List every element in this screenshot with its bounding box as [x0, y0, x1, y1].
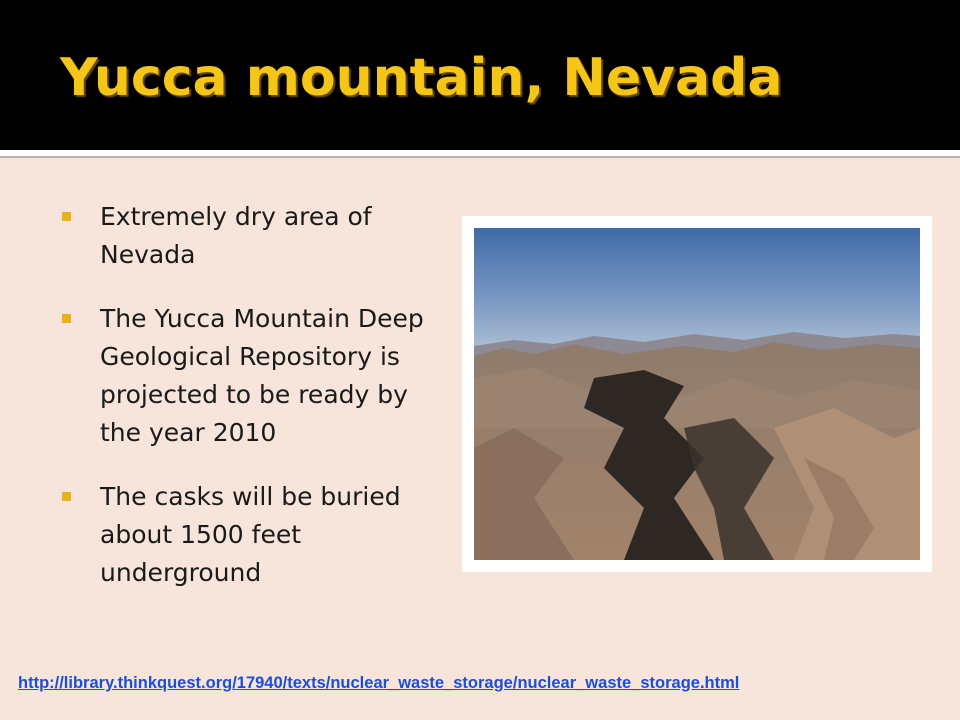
square-bullet-icon	[62, 314, 71, 323]
title-divider	[0, 150, 960, 158]
bullet-text: The Yucca Mountain Deep Geological Repository is projected to be ready by the year 2010	[100, 304, 424, 447]
bullet-item	[62, 198, 452, 274]
source-link[interactable]: http://library.thinkquest.org/17940/texts/nuclear_waste_storage/nuclear_waste_storage.html	[18, 674, 740, 692]
bullet-text: Extremely dry area of Nevada	[100, 202, 372, 269]
bullet-text: The casks will be buried about 1500 feet underground	[100, 482, 401, 587]
yucca-mountain-photo	[474, 228, 920, 560]
square-bullet-icon	[62, 492, 71, 501]
bullet-list	[62, 198, 452, 618]
photo-frame	[462, 216, 932, 572]
bullet-item	[62, 300, 452, 452]
slide-title: Yucca mountain, Nevada	[60, 48, 783, 108]
bullet-item	[62, 478, 452, 592]
square-bullet-icon	[62, 212, 71, 221]
